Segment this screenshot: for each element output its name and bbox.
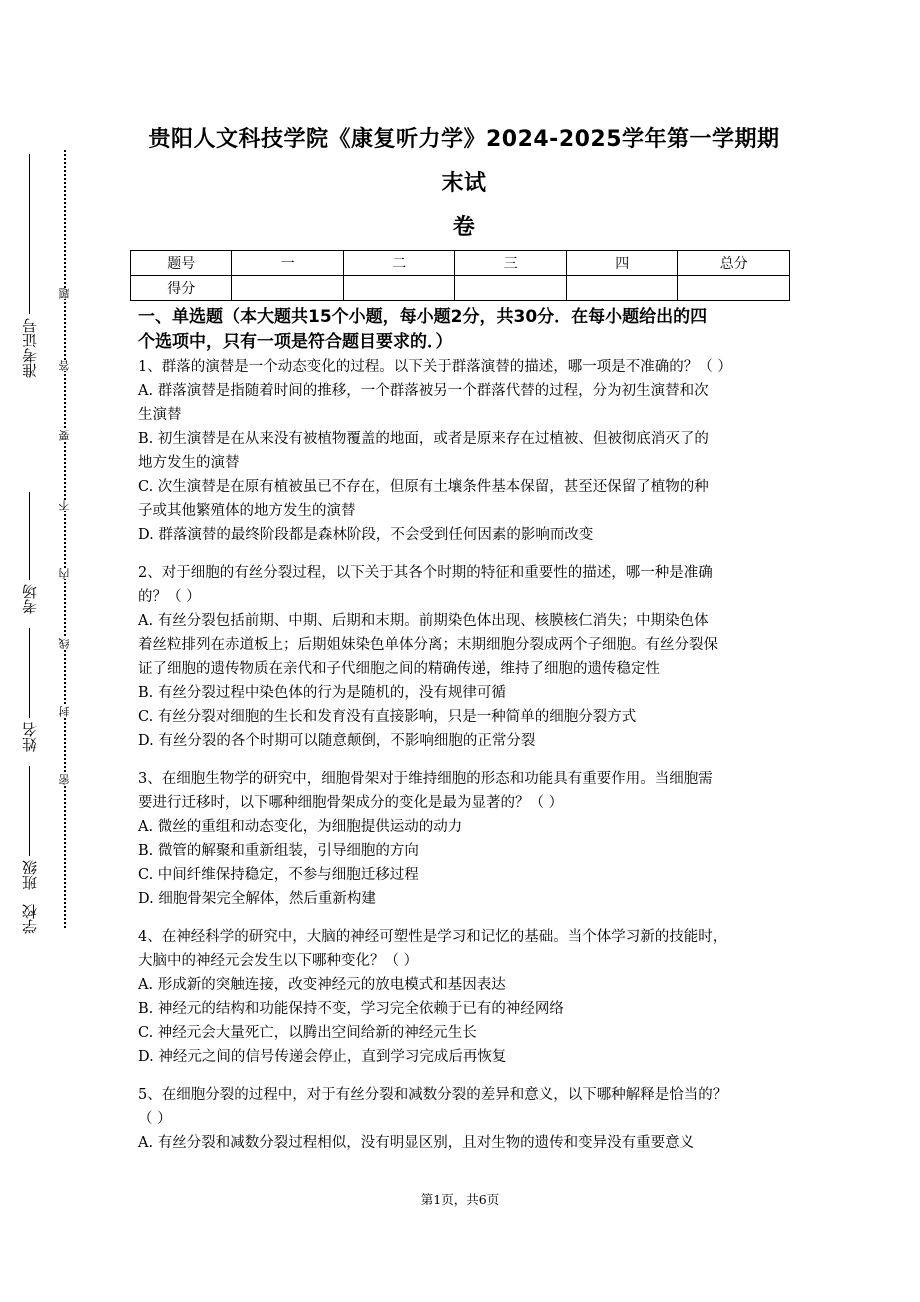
- question-stem: 5、在细胞分裂的过程中，对于有丝分裂和减数分裂的差异和意义，以下哪种解释是恰当的？: [138, 1087, 728, 1103]
- question-2: [138, 561, 790, 753]
- option-d: D. 有丝分裂的各个时期可以随意颠倒，不影响细胞的正常分裂: [138, 733, 536, 749]
- field-label-school: 学校: [21, 904, 39, 934]
- question-stem-cont: 的？（ ）: [138, 589, 201, 605]
- option-a: A. 形成新的突触连接，改变神经元的放电模式和基因表达: [138, 977, 506, 993]
- score-input-cell[interactable]: [455, 276, 567, 301]
- question-3: [138, 767, 790, 911]
- exam-content: [138, 118, 790, 1155]
- option-c: C. 次生演替是在原有植被虽已不存在，但原有土壤条件基本保留，甚至还保留了植物的种: [138, 479, 709, 495]
- question-1: [138, 355, 790, 547]
- page-footer: 第1页，共6页: [420, 1192, 500, 1207]
- score-header-cell: 二: [343, 251, 455, 276]
- question-stem: 4、在神经科学的研究中，大脑的神经可塑性是学习和记忆的基础。当个体学习新的技能时，: [138, 929, 728, 945]
- field-underline: [30, 492, 31, 580]
- field-name[interactable]: [20, 624, 40, 752]
- option-a: A. 群落演替是指随着时间的推移，一个群落被另一个群落代替的过程，分为初生演替和次: [138, 383, 709, 399]
- score-header-cell: 总分: [678, 251, 790, 276]
- section-heading-line1: 一、单选题（本大题共15个小题，每小题2分，共30分．在每小题给出的四: [138, 307, 708, 327]
- option-b-cont: 地方发生的演替: [138, 455, 240, 471]
- question-stem-cont: 大脑中的神经元会发生以下哪种变化？（ ）: [138, 953, 419, 969]
- option-a-cont: 证了细胞的遗传物质在亲代和子代细胞之间的精确传递，维持了细胞的遗传稳定性: [138, 661, 660, 677]
- seal-characters: [58, 150, 72, 928]
- score-header-cell: 四: [566, 251, 678, 276]
- seal-char: 题: [58, 288, 71, 299]
- option-a: A. 有丝分裂包括前期、中期、后期和末期。前期染色体出现、核膜核仁消失；中期染色体: [138, 613, 709, 629]
- field-label-name: 姓名: [21, 722, 39, 752]
- option-b: B. 初生演替是在从来没有被植物覆盖的地面，或者是原来存在过植被、但被彻底消灭了的: [138, 431, 709, 447]
- seal-char: 内: [58, 568, 71, 579]
- exam-title-line2: 卷: [452, 215, 476, 240]
- field-underline: [30, 154, 31, 314]
- option-c: C. 中间纤维保持稳定，不参与细胞迁移过程: [138, 867, 419, 883]
- question-stem-cont: （ ）: [138, 1111, 172, 1127]
- option-a: A. 微丝的重组和动态变化，为细胞提供运动的动力: [138, 819, 463, 835]
- option-a-cont: 生演替: [138, 407, 182, 423]
- option-c: C. 神经元会大量死亡，以腾出空间给新的神经元生长: [138, 1025, 477, 1041]
- seal-char: 封: [58, 706, 71, 717]
- field-underline: [30, 766, 31, 856]
- score-header-cell: 题号: [131, 251, 232, 276]
- field-exam-number[interactable]: [20, 150, 40, 378]
- section-heading-line2: 个选项中，只有一项是符合题目要求的．）: [138, 332, 453, 352]
- field-label-exam-number: 准考证号: [21, 318, 39, 378]
- exam-title-line1: 贵阳人文科技学院《康复听力学》2024-2025学年第一学期期末试: [148, 127, 780, 196]
- score-label-cell: 得分: [131, 276, 232, 301]
- score-table-header-row: [131, 251, 790, 276]
- question-stem-cont: 要进行迁移时，以下哪种细胞骨架成分的变化是最为显著的？（ ）: [138, 795, 564, 811]
- score-input-cell[interactable]: [678, 276, 790, 301]
- field-label-class: 班级: [21, 860, 39, 890]
- question-4: [138, 925, 790, 1069]
- option-b: B. 有丝分裂过程中染色体的行为是随机的，没有规律可循: [138, 685, 506, 701]
- score-table: [130, 250, 790, 301]
- score-input-cell[interactable]: [343, 276, 455, 301]
- seal-char: 要: [58, 430, 71, 441]
- option-a: A. 有丝分裂和减数分裂过程相似，没有明显区别，且对生物的遗传和变异没有重要意义: [138, 1135, 695, 1151]
- option-d: D. 群落演替的最终阶段都是森林阶段，不会受到任何因素的影响而改变: [138, 527, 594, 543]
- option-c-cont: 子或其他繁殖体的地方发生的演替: [138, 503, 356, 519]
- score-header-cell: 一: [232, 251, 344, 276]
- field-label-exam-room: 考场: [21, 584, 39, 614]
- seal-char: 密: [58, 774, 71, 785]
- field-school[interactable]: [20, 904, 40, 934]
- option-a-cont: 着丝粒排列在赤道板上；后期姐妹染色单体分离；末期细胞分裂成两个子细胞。有丝分裂保: [138, 637, 718, 653]
- option-d: D. 细胞骨架完全解体，然后重新构建: [138, 891, 376, 907]
- seal-char: 线: [58, 638, 71, 649]
- question-stem: 3、在细胞生物学的研究中，细胞骨架对于维持细胞的形态和功能具有重要作用。当细胞需: [138, 771, 713, 787]
- question-5: [138, 1083, 790, 1155]
- binding-margin-fields: [20, 150, 40, 940]
- score-input-cell[interactable]: [232, 276, 344, 301]
- option-b: B. 神经元的结构和功能保持不变，学习完全依赖于已有的神经网络: [138, 1001, 564, 1017]
- question-stem: 1、群落的演替是一个动态变化的过程。以下关于群落演替的描述，哪一项是不准确的？（ ）: [138, 359, 732, 375]
- option-b: B. 微管的解聚和重新组装，引导细胞的方向: [138, 843, 419, 859]
- seal-char: 不: [58, 500, 71, 511]
- score-table-score-row: [131, 276, 790, 301]
- score-header-cell: 三: [455, 251, 567, 276]
- field-exam-room[interactable]: [20, 488, 40, 614]
- seal-char: 答: [58, 360, 71, 371]
- question-stem: 2、对于细胞的有丝分裂过程，以下关于其各个时期的特征和重要性的描述，哪一种是准确: [138, 565, 713, 581]
- field-underline: [30, 628, 31, 718]
- option-d: D. 神经元之间的信号传递会停止，直到学习完成后再恢复: [138, 1049, 507, 1065]
- field-class[interactable]: [20, 762, 40, 890]
- option-c: C. 有丝分裂对细胞的生长和发育没有直接影响，只是一种简单的细胞分裂方式: [138, 709, 637, 725]
- score-input-cell[interactable]: [566, 276, 678, 301]
